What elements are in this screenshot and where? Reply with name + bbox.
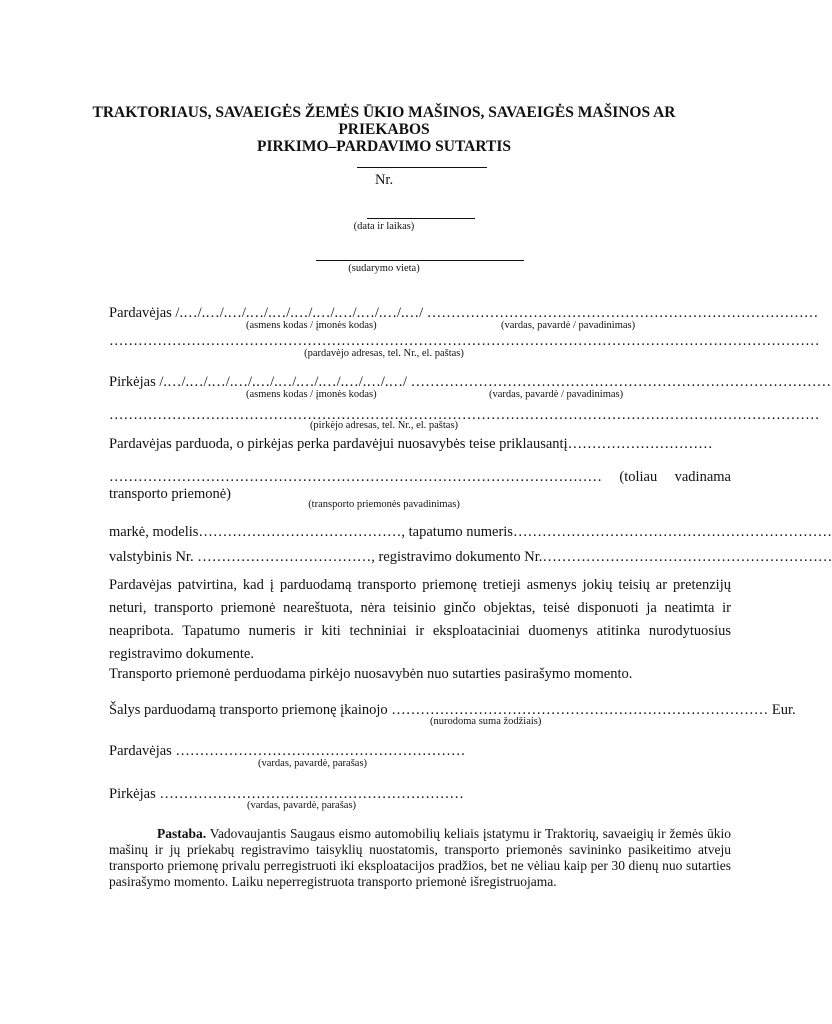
title-line-3: PIRKIMO–PARDAVIMO SUTARTIS — [257, 138, 511, 155]
date-caption: (data ir laikas) — [353, 221, 415, 232]
id-number-dots[interactable]: ………………………………………………………… — [512, 524, 832, 540]
buyer-signature-line[interactable]: Pirkėjas ……………………………………………………… — [109, 786, 464, 802]
seller-signature-caption: (vardas, pavardė, parašas) — [258, 758, 368, 769]
seller-signature-line[interactable]: Pardavėjas …………………………………………………… — [109, 743, 466, 759]
confirm-paragraph: Pardavėjas patvirtina, kad į parduodamą transporto priemonę tretieji asmenys jokių teisių ar pretenzijų neturi, transporto priemonė neareštuota, nėra teisinio ginčo objektas, teisė disponuoti ja neatimta ir neapribota. Tapatumo numeris ir kiti techniniai ir eksploataciniai duomenys atitinka nurodytuosius registravimo dokumente. — [109, 577, 731, 662]
vehicle-row — [109, 469, 731, 486]
price-line[interactable]: Šalys parduodamą transporto priemonę įkainojo …………………………………………………………………… Eur. — [109, 702, 796, 718]
number-blank-line[interactable] — [357, 157, 487, 168]
buyer-address-line[interactable]: ………………………………………………………………………………………………………………………………… — [109, 407, 820, 423]
buyer-address-caption: (pirkėjo adresas, tel. Nr., el. paštas) — [309, 420, 459, 431]
price-caption: (nurodoma suma žodžiais) — [430, 716, 542, 727]
toliau-word: (toliau — [619, 469, 658, 485]
title-line-1: TRAKTORIAUS, SAVAEIGĖS ŽEMĖS ŪKIO MAŠINOS, SAVAEIGĖS MAŠINOS AR — [92, 104, 676, 121]
make-model-label[interactable]: markė, modelis……………………………………, tapatumo numeris — [109, 524, 513, 540]
buyer-name-caption: (vardas, pavardė / pavadinimas) — [489, 389, 624, 400]
date-blank-line[interactable] — [367, 208, 475, 219]
vehicle-caption: (transporto priemonės pavadinimas) — [308, 499, 460, 510]
number-label: Nr. — [374, 172, 394, 188]
place-blank-line[interactable] — [316, 250, 524, 261]
seller-address-line[interactable]: ………………………………………………………………………………………………………………………………… — [109, 333, 820, 349]
seller-code-caption: (asmens kodas / įmonės kodas) — [246, 320, 377, 331]
sale-intro: Pardavėjas parduoda, o pirkėjas perka pardavėjui nuosavybės teise priklausantį………………………… — [109, 436, 713, 452]
title-line-2: PRIEKABOS — [338, 121, 430, 138]
registration-row — [109, 549, 832, 566]
note-paragraph — [109, 826, 731, 890]
vadinama-word: vadinama — [674, 469, 731, 485]
vehicle-word: transporto priemonė) — [109, 486, 232, 502]
vehicle-name-dots[interactable]: ………………………………………………………………………………………… — [109, 469, 602, 485]
buyer-code-caption: (asmens kodas / įmonės kodas) — [246, 389, 377, 400]
registration-dots[interactable]: …………………………………………………… — [542, 549, 832, 565]
ownership-paragraph: Transporto priemonė perduodama pirkėjo nuosavybėn nuo sutarties pasirašymo momento. — [109, 666, 633, 682]
buyer-signature-caption: (vardas, pavardė, parašas) — [247, 800, 357, 811]
seller-name-caption: (vardas, pavardė / pavadinimas) — [501, 320, 636, 331]
note-label: Pastaba. — [157, 826, 207, 841]
seller-address-caption: (pardavėjo adresas, tel. Nr., el. paštas) — [304, 348, 464, 359]
place-caption: (sudarymo vieta) — [348, 263, 420, 274]
registration-label[interactable]: valstybinis Nr. ………………………………, registravimo dokumento Nr. — [109, 549, 543, 565]
note-text: Vadovaujantis Saugaus eismo automobilių keliais įstatymu ir Traktorių, savaeigių ir žemės ūkio mašinų ir jų priekabų registravimo taisyklių nuostatomis, transporto priemonės savininko pasikeitimo atveju transporto priemonę privalu perregistruoti iki eksploatacijos pradžios, bet ne vėliau kaip per 30 dienų nuo sutarties pasirašymo momento. Laiku neperregistruota transporto priemonė išregistruojama. — [109, 826, 731, 889]
buyer-line[interactable]: Pirkėjas /.…/.…/.…/.…/.…/.…/.…/.…/.…/.…/.…/ …………………………………………………………………………… — [109, 374, 832, 390]
seller-line[interactable]: Pardavėjas /.…/.…/.…/.…/.…/.…/.…/.…/.…/.…/.…/ ……………………………………………………………………… — [109, 305, 819, 321]
make-model-row — [109, 524, 832, 541]
